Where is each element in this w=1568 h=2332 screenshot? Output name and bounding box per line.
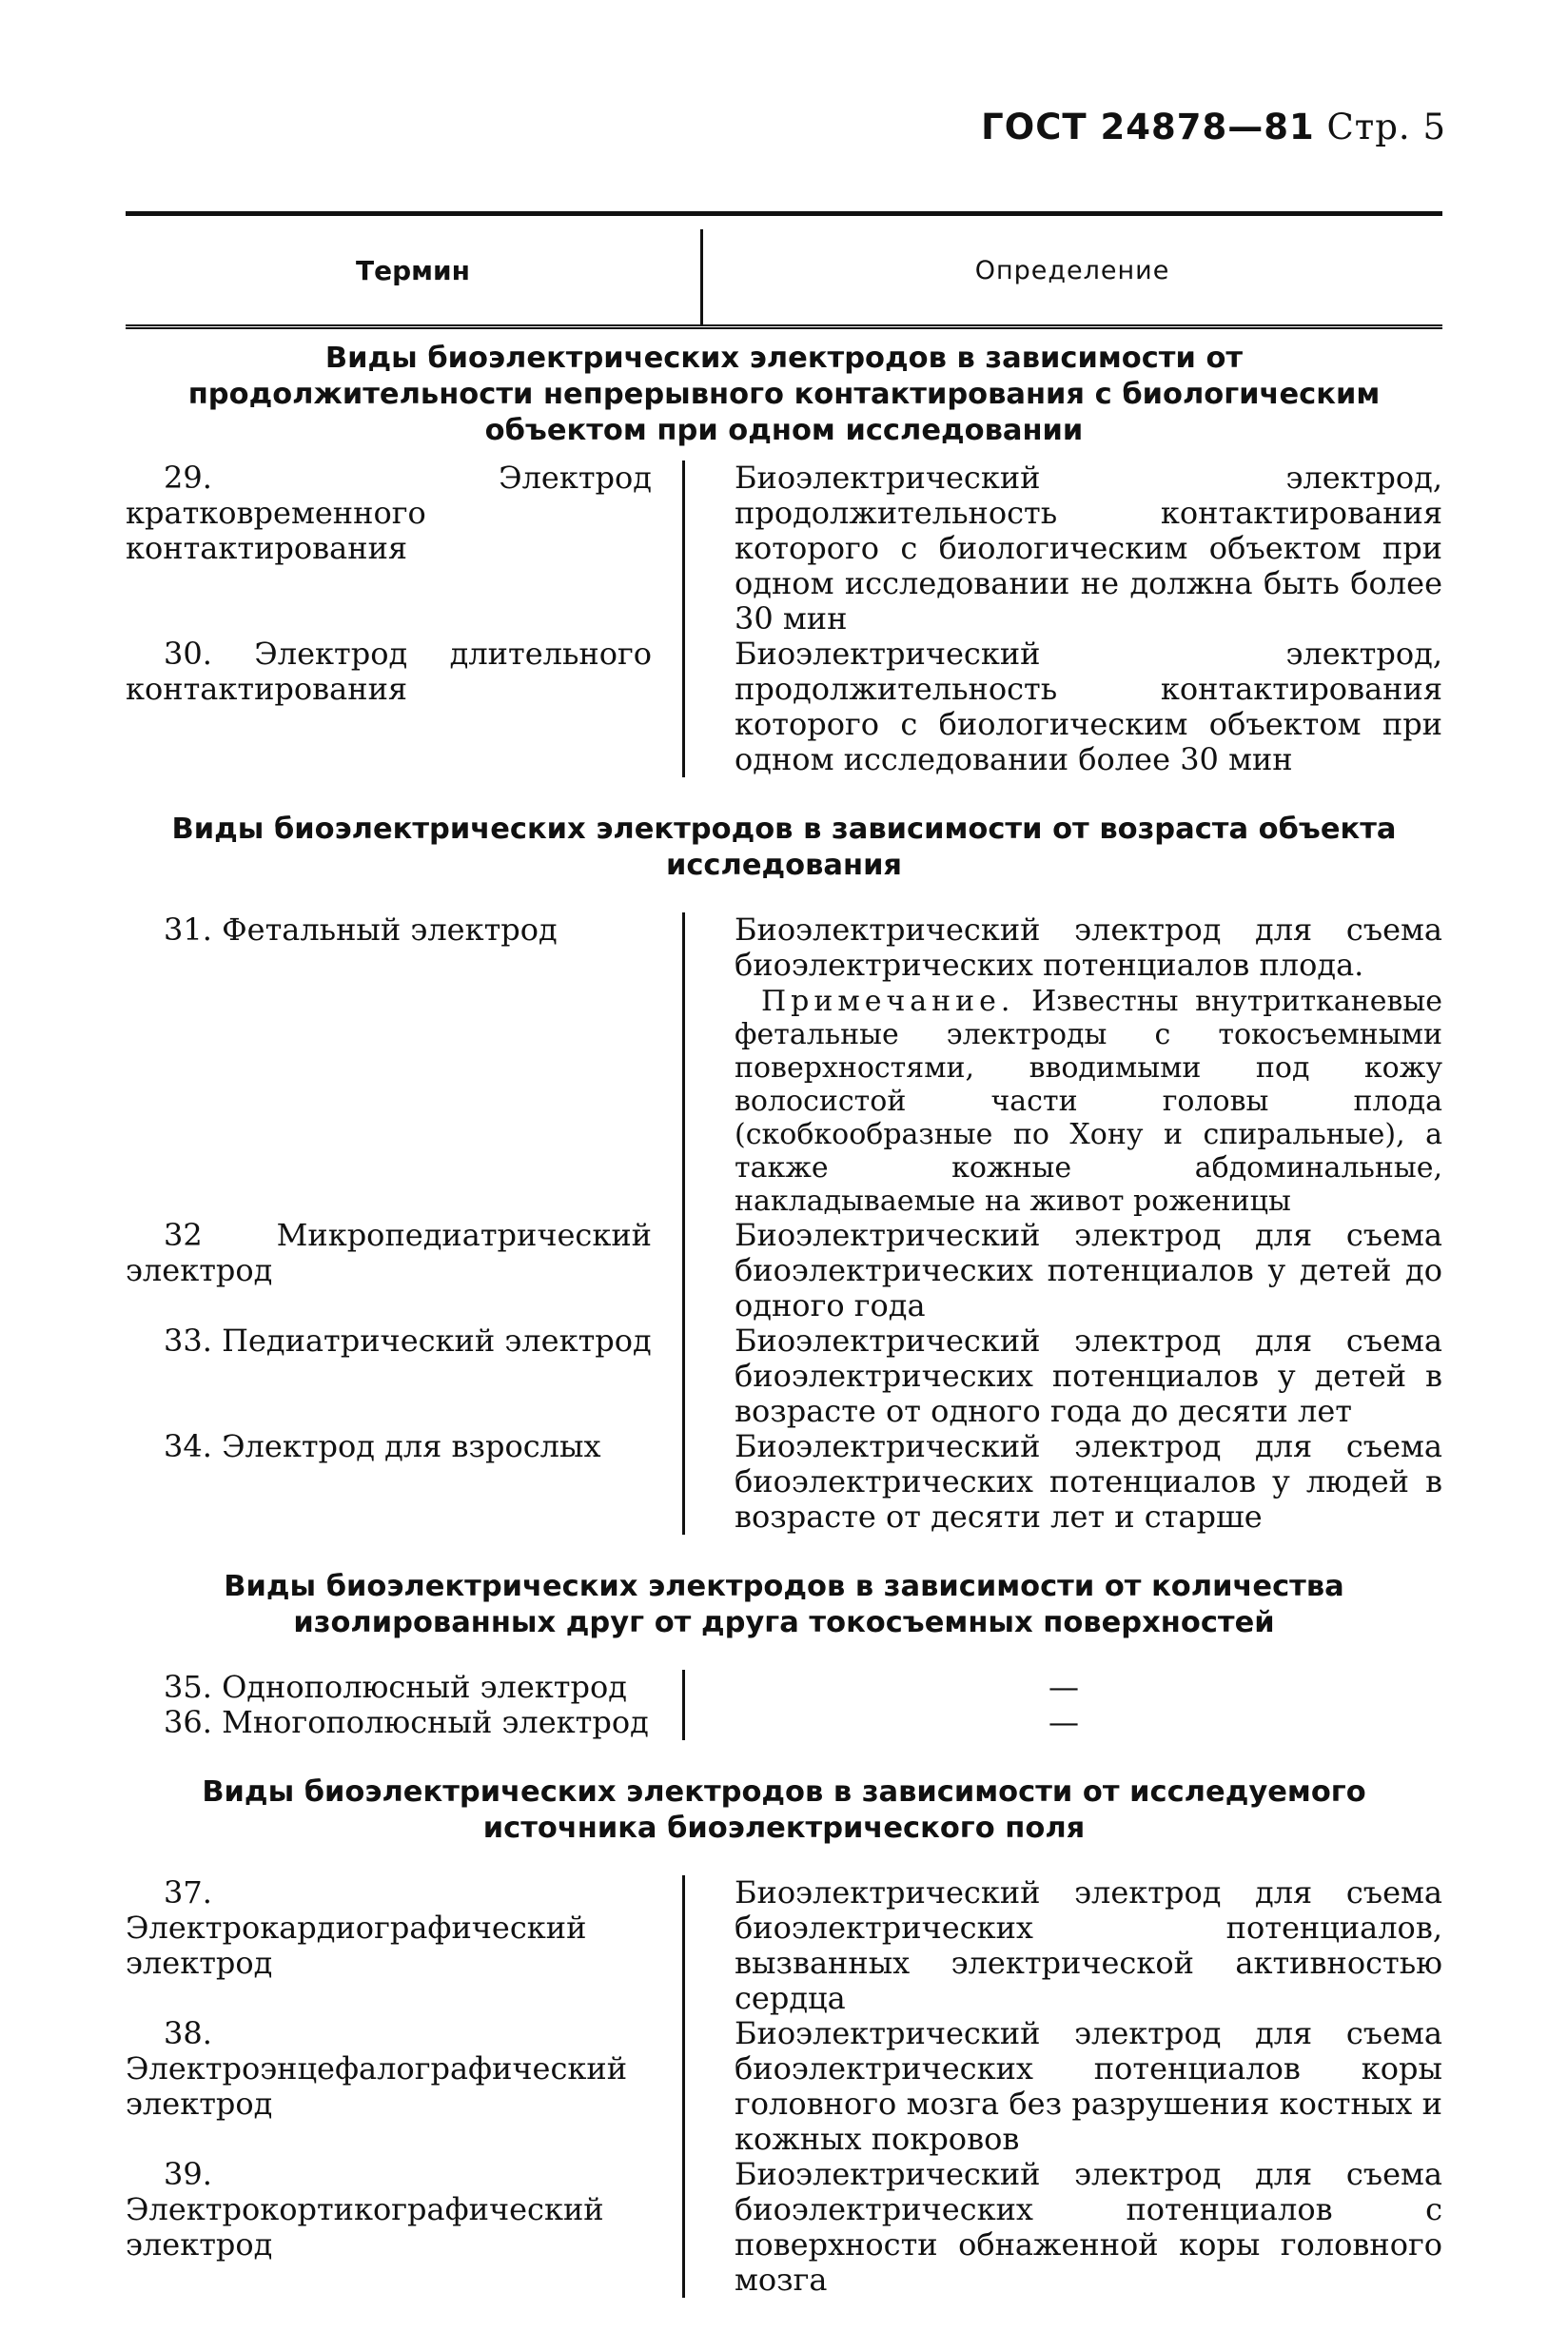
definition: Биоэлектрический электрод для съема биоэлектрических потенциалов с поверхности обнаженной коры головного мозга	[682, 2157, 1442, 2298]
definition: Биоэлектрический электрод для съема биоэлектрических потенциалов плода.	[735, 911, 1442, 983]
column-header-definition: Определение	[974, 255, 1170, 285]
standard-code: ГОСТ 24878—81	[981, 107, 1315, 147]
definition: Биоэлектрический электрод, продолжительность контактирования которого с биологическим объектом при одном исследовании не должна быть более 30 мин	[682, 461, 1442, 637]
note-label: Примечание.	[761, 985, 1015, 1018]
definition: Биоэлектрический электрод, продолжительность контактирования которого с биологическим объектом при одном исследовании более 30 мин	[682, 637, 1442, 777]
table-header	[126, 211, 1442, 329]
term: 36. Многополюсный электрод	[164, 1704, 649, 1740]
table-row	[126, 1323, 1442, 1429]
term: 34. Электрод для взрослых	[164, 1428, 601, 1464]
page-number: Стр. 5	[1326, 107, 1446, 147]
page-header	[981, 107, 1446, 147]
term: 33. Педиатрический электрод	[164, 1323, 652, 1359]
definition: Биоэлектрический электрод для съема биоэлектрических потенциалов у детей в возрасте от одного года до десяти лет	[682, 1323, 1442, 1429]
term: 30. Электрод длительного контактирования	[126, 636, 652, 707]
definition: Биоэлектрический электрод для съема биоэлектрических потенциалов у детей до одного года	[682, 1218, 1442, 1323]
term: 32 Микропедиатрический электрод	[126, 1217, 652, 1288]
table-row	[126, 1429, 1442, 1535]
table-row	[126, 2016, 1442, 2157]
column-header-term: Термин	[356, 254, 470, 286]
definition-cell	[682, 912, 1442, 1218]
definition: —	[682, 1705, 1442, 1740]
term: 37. Электрокардиографический электрод	[126, 1874, 587, 1981]
section-title: Виды биоэлектрических электродов в зависимости от исследуемого источника биоэлектрического поля	[202, 1775, 1366, 1845]
term: 35. Однополюсный электрод	[164, 1669, 627, 1705]
section-title: Виды биоэлектрических электродов в зависимости от возраста объекта исследования	[171, 813, 1397, 882]
table-row	[126, 461, 1442, 637]
section-title: Виды биоэлектрических электродов в зависимости от продолжительности непрерывного контактирования с биологическим объектом при одном исследовании	[187, 342, 1381, 447]
definition: Биоэлектрический электрод для съема биоэлектрических потенциалов коры головного мозга без разрушения костных и кожных покровов	[682, 2016, 1442, 2157]
term: 29. Электрод кратковременного контактирования	[126, 460, 652, 566]
definition: Биоэлектрический электрод для съема биоэлектрических потенциалов у людей в возрасте от десяти лет и старше	[682, 1429, 1442, 1535]
note-text: Известны внутритканевые фетальные электроды с токосъемными поверхностями, вводимыми под кожу волосистой части головы плода (скобкообразные по Хону и спиральные), а также кожные абдоминальные, накладываемые на живот роженицы	[735, 985, 1442, 1218]
note	[735, 985, 1442, 1218]
table-row	[126, 912, 1442, 1218]
definition: Биоэлектрический электрод для съема биоэлектрических потенциалов, вызванных электрической активностью сердца	[682, 1875, 1442, 2016]
term: 39. Электрокортикографический электрод	[126, 2156, 604, 2263]
table-row	[126, 1705, 1442, 1740]
table-row	[126, 2157, 1442, 2298]
definition: —	[682, 1670, 1442, 1705]
table-row	[126, 1670, 1442, 1705]
terms-table-body	[126, 341, 1442, 2298]
term: 38. Электроэнцефалографический электрод	[126, 2015, 628, 2122]
section-title: Виды биоэлектрических электродов в зависимости от количества изолированных друг от друга токосъемных поверхностей	[224, 1570, 1344, 1639]
term: 31. Фетальный электрод	[164, 911, 558, 948]
table-row	[126, 1875, 1442, 2016]
table-row	[126, 637, 1442, 777]
table-row	[126, 1218, 1442, 1323]
